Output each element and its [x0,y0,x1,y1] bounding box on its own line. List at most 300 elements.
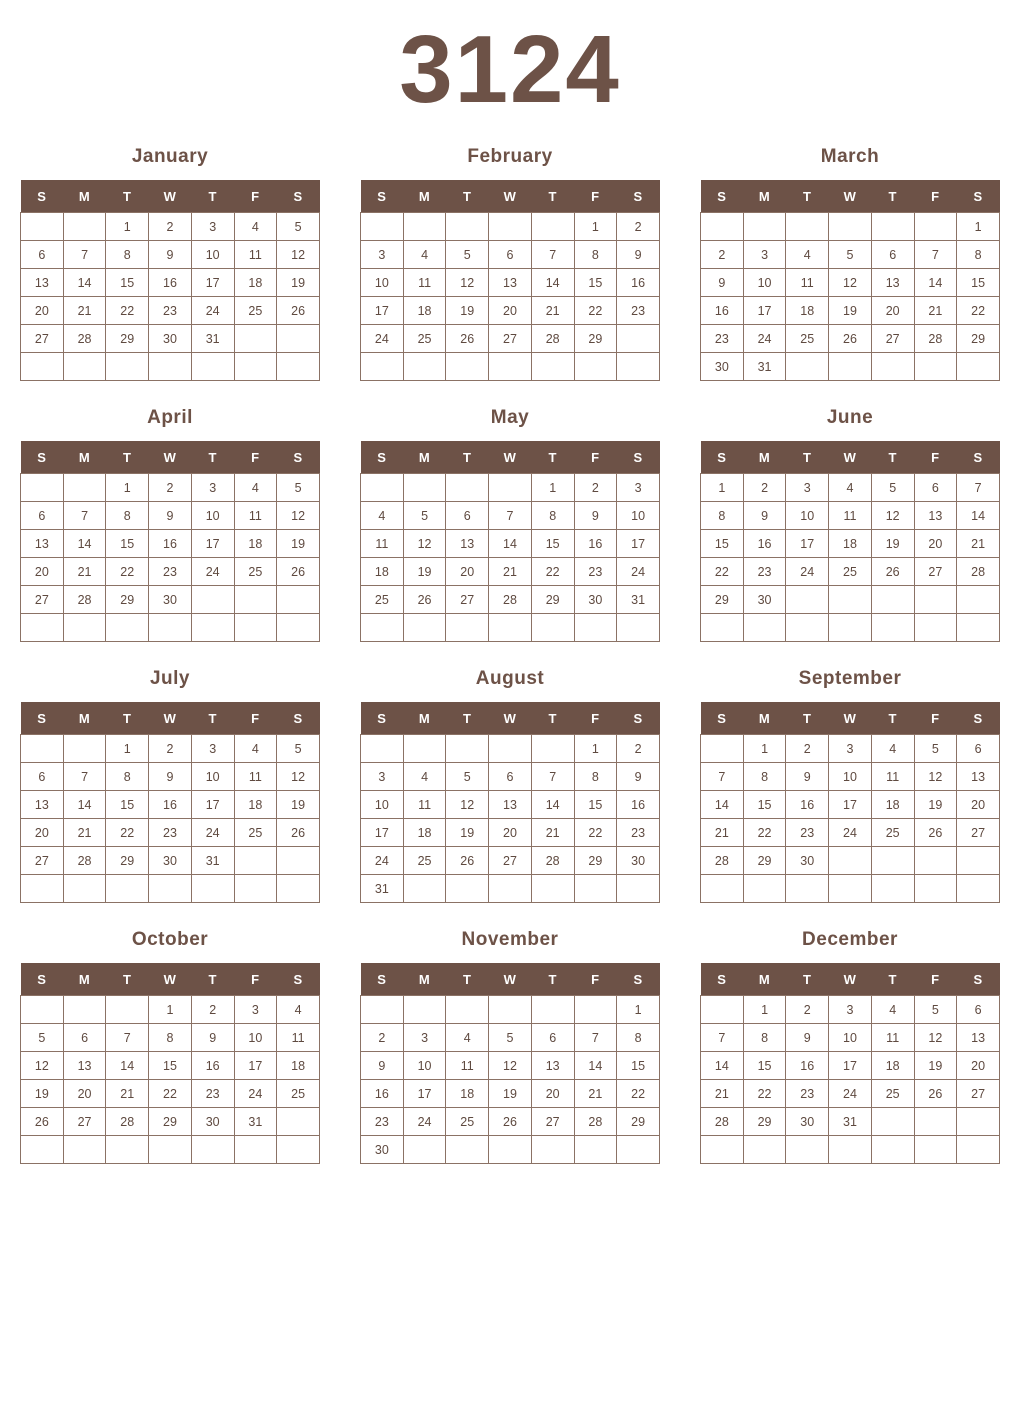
day-cell[interactable]: 19 [446,819,489,847]
day-cell[interactable]: 1 [574,213,617,241]
day-cell[interactable]: 13 [957,763,1000,791]
day-cell[interactable]: 7 [63,502,106,530]
day-cell[interactable]: 24 [361,325,404,353]
day-cell[interactable]: 15 [106,791,149,819]
day-cell[interactable]: 20 [914,530,957,558]
day-cell[interactable]: 2 [149,735,192,763]
day-cell[interactable]: 24 [403,1108,446,1136]
day-cell[interactable]: 29 [574,325,617,353]
day-cell[interactable]: 1 [106,474,149,502]
day-cell[interactable]: 15 [531,530,574,558]
day-cell[interactable]: 11 [403,269,446,297]
day-cell[interactable]: 7 [701,1024,744,1052]
day-cell[interactable]: 4 [871,996,914,1024]
day-cell[interactable]: 29 [574,847,617,875]
day-cell[interactable]: 2 [617,213,660,241]
day-cell[interactable]: 23 [617,819,660,847]
day-cell[interactable]: 14 [531,791,574,819]
day-cell[interactable]: 11 [446,1052,489,1080]
day-cell[interactable]: 8 [574,763,617,791]
day-cell[interactable]: 28 [63,325,106,353]
day-cell[interactable]: 12 [829,269,872,297]
day-cell[interactable]: 27 [871,325,914,353]
day-cell[interactable]: 12 [446,269,489,297]
day-cell[interactable]: 29 [701,586,744,614]
day-cell[interactable]: 5 [277,735,320,763]
day-cell[interactable]: 27 [531,1108,574,1136]
day-cell[interactable]: 25 [234,297,277,325]
day-cell[interactable]: 30 [149,325,192,353]
day-cell[interactable]: 20 [21,297,64,325]
day-cell[interactable]: 1 [957,213,1000,241]
day-cell[interactable]: 13 [489,269,532,297]
day-cell[interactable]: 10 [786,502,829,530]
day-cell[interactable]: 30 [361,1136,404,1164]
day-cell[interactable]: 3 [191,213,234,241]
day-cell[interactable]: 20 [957,1052,1000,1080]
day-cell[interactable]: 2 [617,735,660,763]
day-cell[interactable]: 26 [871,558,914,586]
day-cell[interactable]: 12 [489,1052,532,1080]
day-cell[interactable]: 29 [106,586,149,614]
day-cell[interactable]: 12 [277,502,320,530]
day-cell[interactable]: 8 [617,1024,660,1052]
day-cell[interactable]: 9 [786,763,829,791]
day-cell[interactable]: 4 [403,763,446,791]
day-cell[interactable]: 9 [149,502,192,530]
day-cell[interactable]: 3 [829,735,872,763]
day-cell[interactable]: 22 [574,297,617,325]
day-cell[interactable]: 6 [63,1024,106,1052]
day-cell[interactable]: 17 [829,791,872,819]
day-cell[interactable]: 23 [574,558,617,586]
day-cell[interactable]: 12 [914,1024,957,1052]
day-cell[interactable]: 4 [277,996,320,1024]
day-cell[interactable]: 17 [403,1080,446,1108]
day-cell[interactable]: 16 [617,791,660,819]
day-cell[interactable]: 10 [234,1024,277,1052]
day-cell[interactable]: 23 [361,1108,404,1136]
day-cell[interactable]: 13 [446,530,489,558]
day-cell[interactable]: 4 [446,1024,489,1052]
day-cell[interactable]: 3 [234,996,277,1024]
day-cell[interactable]: 23 [617,297,660,325]
day-cell[interactable]: 28 [574,1108,617,1136]
day-cell[interactable]: 26 [277,558,320,586]
day-cell[interactable]: 7 [106,1024,149,1052]
day-cell[interactable]: 28 [489,586,532,614]
day-cell[interactable]: 1 [531,474,574,502]
day-cell[interactable]: 10 [191,763,234,791]
day-cell[interactable]: 11 [234,241,277,269]
day-cell[interactable]: 10 [617,502,660,530]
day-cell[interactable]: 17 [191,269,234,297]
day-cell[interactable]: 5 [829,241,872,269]
day-cell[interactable]: 30 [574,586,617,614]
day-cell[interactable]: 2 [149,213,192,241]
day-cell[interactable]: 24 [361,847,404,875]
day-cell[interactable]: 21 [914,297,957,325]
day-cell[interactable]: 3 [191,474,234,502]
day-cell[interactable]: 7 [701,763,744,791]
day-cell[interactable]: 6 [914,474,957,502]
day-cell[interactable]: 22 [957,297,1000,325]
day-cell[interactable]: 11 [234,763,277,791]
day-cell[interactable]: 28 [63,586,106,614]
day-cell[interactable]: 4 [234,735,277,763]
day-cell[interactable]: 8 [701,502,744,530]
day-cell[interactable]: 10 [191,502,234,530]
day-cell[interactable]: 23 [743,558,786,586]
day-cell[interactable]: 4 [234,474,277,502]
day-cell[interactable]: 29 [531,586,574,614]
day-cell[interactable]: 25 [871,819,914,847]
day-cell[interactable]: 23 [786,819,829,847]
day-cell[interactable]: 25 [361,586,404,614]
day-cell[interactable]: 8 [574,241,617,269]
day-cell[interactable]: 16 [149,530,192,558]
day-cell[interactable]: 17 [234,1052,277,1080]
day-cell[interactable]: 30 [786,847,829,875]
day-cell[interactable]: 18 [446,1080,489,1108]
day-cell[interactable]: 4 [361,502,404,530]
day-cell[interactable]: 15 [106,269,149,297]
day-cell[interactable]: 5 [914,735,957,763]
day-cell[interactable]: 7 [63,763,106,791]
day-cell[interactable]: 24 [234,1080,277,1108]
day-cell[interactable]: 1 [743,735,786,763]
day-cell[interactable]: 13 [531,1052,574,1080]
day-cell[interactable]: 5 [446,763,489,791]
day-cell[interactable]: 21 [63,297,106,325]
day-cell[interactable]: 27 [914,558,957,586]
day-cell[interactable]: 26 [914,1080,957,1108]
day-cell[interactable]: 24 [743,325,786,353]
day-cell[interactable]: 10 [403,1052,446,1080]
day-cell[interactable]: 21 [531,297,574,325]
day-cell[interactable]: 31 [743,353,786,381]
day-cell[interactable]: 10 [191,241,234,269]
day-cell[interactable]: 8 [743,1024,786,1052]
day-cell[interactable]: 29 [149,1108,192,1136]
day-cell[interactable]: 11 [829,502,872,530]
day-cell[interactable]: 24 [617,558,660,586]
day-cell[interactable]: 11 [871,763,914,791]
day-cell[interactable]: 5 [277,213,320,241]
day-cell[interactable]: 13 [957,1024,1000,1052]
day-cell[interactable]: 21 [701,819,744,847]
day-cell[interactable]: 15 [574,269,617,297]
day-cell[interactable]: 21 [489,558,532,586]
day-cell[interactable]: 13 [914,502,957,530]
day-cell[interactable]: 8 [106,763,149,791]
day-cell[interactable]: 30 [149,586,192,614]
day-cell[interactable]: 17 [786,530,829,558]
day-cell[interactable]: 1 [743,996,786,1024]
day-cell[interactable]: 9 [701,269,744,297]
day-cell[interactable]: 9 [191,1024,234,1052]
day-cell[interactable]: 21 [63,819,106,847]
day-cell[interactable]: 19 [277,791,320,819]
day-cell[interactable]: 4 [234,213,277,241]
day-cell[interactable]: 23 [191,1080,234,1108]
day-cell[interactable]: 9 [617,241,660,269]
day-cell[interactable]: 6 [489,241,532,269]
day-cell[interactable]: 23 [149,297,192,325]
day-cell[interactable]: 26 [829,325,872,353]
day-cell[interactable]: 25 [234,558,277,586]
day-cell[interactable]: 14 [701,791,744,819]
day-cell[interactable]: 28 [957,558,1000,586]
day-cell[interactable]: 26 [277,297,320,325]
day-cell[interactable]: 4 [871,735,914,763]
day-cell[interactable]: 14 [63,791,106,819]
day-cell[interactable]: 25 [829,558,872,586]
day-cell[interactable]: 2 [149,474,192,502]
day-cell[interactable]: 16 [701,297,744,325]
day-cell[interactable]: 6 [531,1024,574,1052]
day-cell[interactable]: 21 [701,1080,744,1108]
day-cell[interactable]: 25 [234,819,277,847]
day-cell[interactable]: 25 [446,1108,489,1136]
day-cell[interactable]: 23 [149,558,192,586]
day-cell[interactable]: 1 [701,474,744,502]
day-cell[interactable]: 14 [701,1052,744,1080]
day-cell[interactable]: 18 [361,558,404,586]
day-cell[interactable]: 25 [277,1080,320,1108]
day-cell[interactable]: 18 [786,297,829,325]
day-cell[interactable]: 2 [574,474,617,502]
day-cell[interactable]: 3 [191,735,234,763]
day-cell[interactable]: 8 [957,241,1000,269]
day-cell[interactable]: 8 [743,763,786,791]
day-cell[interactable]: 28 [701,847,744,875]
day-cell[interactable]: 10 [829,1024,872,1052]
day-cell[interactable]: 1 [574,735,617,763]
day-cell[interactable]: 8 [106,502,149,530]
day-cell[interactable]: 7 [957,474,1000,502]
day-cell[interactable]: 21 [63,558,106,586]
day-cell[interactable]: 17 [361,297,404,325]
day-cell[interactable]: 6 [446,502,489,530]
day-cell[interactable]: 20 [531,1080,574,1108]
day-cell[interactable]: 27 [63,1108,106,1136]
day-cell[interactable]: 26 [446,325,489,353]
day-cell[interactable]: 2 [701,241,744,269]
day-cell[interactable]: 17 [743,297,786,325]
day-cell[interactable]: 10 [361,791,404,819]
day-cell[interactable]: 27 [21,847,64,875]
day-cell[interactable]: 26 [277,819,320,847]
day-cell[interactable]: 16 [743,530,786,558]
day-cell[interactable]: 25 [403,847,446,875]
day-cell[interactable]: 16 [149,269,192,297]
day-cell[interactable]: 30 [149,847,192,875]
day-cell[interactable]: 22 [106,558,149,586]
day-cell[interactable]: 10 [829,763,872,791]
day-cell[interactable]: 18 [403,297,446,325]
day-cell[interactable]: 26 [403,586,446,614]
day-cell[interactable]: 24 [191,558,234,586]
day-cell[interactable]: 16 [191,1052,234,1080]
day-cell[interactable]: 6 [957,735,1000,763]
day-cell[interactable]: 20 [21,819,64,847]
day-cell[interactable]: 5 [914,996,957,1024]
day-cell[interactable]: 5 [871,474,914,502]
day-cell[interactable]: 27 [957,819,1000,847]
day-cell[interactable]: 28 [531,325,574,353]
day-cell[interactable]: 25 [786,325,829,353]
day-cell[interactable]: 25 [871,1080,914,1108]
day-cell[interactable]: 22 [743,819,786,847]
day-cell[interactable]: 6 [871,241,914,269]
day-cell[interactable]: 16 [786,791,829,819]
day-cell[interactable]: 13 [21,269,64,297]
day-cell[interactable]: 4 [403,241,446,269]
day-cell[interactable]: 22 [617,1080,660,1108]
day-cell[interactable]: 20 [446,558,489,586]
day-cell[interactable]: 16 [149,791,192,819]
day-cell[interactable]: 11 [871,1024,914,1052]
day-cell[interactable]: 14 [574,1052,617,1080]
day-cell[interactable]: 16 [617,269,660,297]
day-cell[interactable]: 8 [531,502,574,530]
day-cell[interactable]: 12 [871,502,914,530]
day-cell[interactable]: 31 [829,1108,872,1136]
day-cell[interactable]: 9 [574,502,617,530]
day-cell[interactable]: 20 [871,297,914,325]
day-cell[interactable]: 31 [234,1108,277,1136]
day-cell[interactable]: 10 [361,269,404,297]
day-cell[interactable]: 19 [403,558,446,586]
day-cell[interactable]: 9 [617,763,660,791]
day-cell[interactable]: 14 [531,269,574,297]
day-cell[interactable]: 22 [574,819,617,847]
day-cell[interactable]: 18 [234,791,277,819]
day-cell[interactable]: 31 [191,325,234,353]
day-cell[interactable]: 22 [106,819,149,847]
day-cell[interactable]: 27 [957,1080,1000,1108]
day-cell[interactable]: 7 [914,241,957,269]
day-cell[interactable]: 17 [361,819,404,847]
day-cell[interactable]: 15 [617,1052,660,1080]
day-cell[interactable]: 24 [191,297,234,325]
day-cell[interactable]: 25 [403,325,446,353]
day-cell[interactable]: 29 [106,847,149,875]
day-cell[interactable]: 3 [743,241,786,269]
day-cell[interactable]: 13 [489,791,532,819]
day-cell[interactable]: 7 [531,763,574,791]
day-cell[interactable]: 9 [743,502,786,530]
day-cell[interactable]: 24 [829,819,872,847]
day-cell[interactable]: 4 [786,241,829,269]
day-cell[interactable]: 29 [106,325,149,353]
day-cell[interactable]: 27 [489,847,532,875]
day-cell[interactable]: 15 [957,269,1000,297]
day-cell[interactable]: 28 [914,325,957,353]
day-cell[interactable]: 1 [106,735,149,763]
day-cell[interactable]: 26 [914,819,957,847]
day-cell[interactable]: 23 [149,819,192,847]
day-cell[interactable]: 19 [871,530,914,558]
day-cell[interactable]: 7 [531,241,574,269]
day-cell[interactable]: 1 [149,996,192,1024]
day-cell[interactable]: 18 [829,530,872,558]
day-cell[interactable]: 6 [489,763,532,791]
day-cell[interactable]: 22 [743,1080,786,1108]
day-cell[interactable]: 3 [403,1024,446,1052]
day-cell[interactable]: 27 [21,586,64,614]
day-cell[interactable]: 15 [701,530,744,558]
day-cell[interactable]: 31 [361,875,404,903]
day-cell[interactable]: 15 [574,791,617,819]
day-cell[interactable]: 17 [829,1052,872,1080]
day-cell[interactable]: 18 [234,530,277,558]
day-cell[interactable]: 19 [489,1080,532,1108]
day-cell[interactable]: 24 [191,819,234,847]
day-cell[interactable]: 14 [957,502,1000,530]
day-cell[interactable]: 28 [106,1108,149,1136]
day-cell[interactable]: 12 [403,530,446,558]
day-cell[interactable]: 19 [914,1052,957,1080]
day-cell[interactable]: 15 [106,530,149,558]
day-cell[interactable]: 12 [446,791,489,819]
day-cell[interactable]: 28 [701,1108,744,1136]
day-cell[interactable]: 22 [106,297,149,325]
day-cell[interactable]: 20 [63,1080,106,1108]
day-cell[interactable]: 17 [191,530,234,558]
day-cell[interactable]: 18 [403,819,446,847]
day-cell[interactable]: 28 [531,847,574,875]
day-cell[interactable]: 26 [446,847,489,875]
day-cell[interactable]: 24 [829,1080,872,1108]
day-cell[interactable]: 18 [277,1052,320,1080]
day-cell[interactable]: 2 [786,996,829,1024]
day-cell[interactable]: 4 [829,474,872,502]
day-cell[interactable]: 11 [361,530,404,558]
day-cell[interactable]: 6 [21,241,64,269]
day-cell[interactable]: 29 [743,847,786,875]
day-cell[interactable]: 23 [786,1080,829,1108]
day-cell[interactable]: 3 [617,474,660,502]
day-cell[interactable]: 11 [403,791,446,819]
day-cell[interactable]: 8 [149,1024,192,1052]
day-cell[interactable]: 22 [531,558,574,586]
day-cell[interactable]: 6 [957,996,1000,1024]
day-cell[interactable]: 12 [277,763,320,791]
day-cell[interactable]: 15 [743,791,786,819]
day-cell[interactable]: 5 [403,502,446,530]
day-cell[interactable]: 2 [191,996,234,1024]
day-cell[interactable]: 18 [871,791,914,819]
day-cell[interactable]: 12 [21,1052,64,1080]
day-cell[interactable]: 30 [191,1108,234,1136]
day-cell[interactable]: 17 [191,791,234,819]
day-cell[interactable]: 30 [786,1108,829,1136]
day-cell[interactable]: 14 [106,1052,149,1080]
day-cell[interactable]: 27 [21,325,64,353]
day-cell[interactable]: 6 [21,502,64,530]
day-cell[interactable]: 3 [361,241,404,269]
day-cell[interactable]: 26 [21,1108,64,1136]
day-cell[interactable]: 9 [149,763,192,791]
day-cell[interactable]: 1 [106,213,149,241]
day-cell[interactable]: 21 [106,1080,149,1108]
day-cell[interactable]: 31 [617,586,660,614]
day-cell[interactable]: 12 [914,763,957,791]
day-cell[interactable]: 18 [871,1052,914,1080]
day-cell[interactable]: 7 [63,241,106,269]
